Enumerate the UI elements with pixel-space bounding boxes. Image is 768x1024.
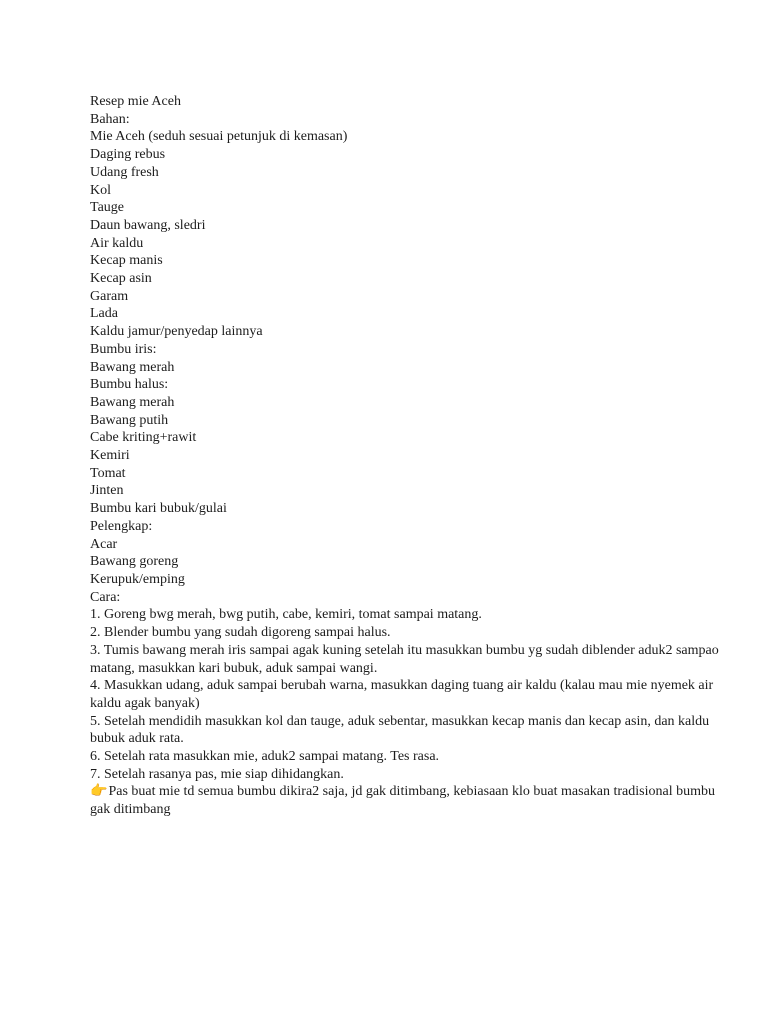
- pointing-hand-icon: 👉: [90, 783, 108, 800]
- list-item: Kecap manis: [90, 253, 163, 269]
- list-item: Kecap asin: [90, 271, 152, 287]
- step-item: 6. Setelah rata masukkan mie, aduk2 sampai matang. Tes rasa.: [90, 749, 440, 765]
- note-text: Pas buat mie td semua bumbu dikira2 saja, jd gak ditimbang, kebiasaan klo buat masakan tradisional bumbu gak ditimbang: [90, 784, 719, 818]
- step-item: 4. Masukkan udang, aduk sampai berubah warna, masukkan daging tuang air kaldu (kalau mau mie nyemek air kaldu agak banyak): [90, 678, 717, 711]
- list-item: Mie Aceh (seduh sesuai petunjuk di kemasan): [90, 129, 348, 145]
- list-item: Bawang merah: [90, 359, 175, 375]
- step-item: 7. Setelah rasanya pas, mie siap dihidangkan.: [90, 766, 344, 782]
- list-item: Cabe kriting+rawit: [90, 430, 197, 446]
- complements-heading: Pelengkap:: [90, 518, 153, 534]
- ingredients-heading: Bahan:: [90, 111, 130, 127]
- recipe-title: Resep mie Aceh: [90, 94, 181, 109]
- list-item: Daun bawang, sledri: [90, 217, 206, 233]
- list-item: Bawang goreng: [90, 554, 179, 570]
- list-item: Acar: [90, 536, 118, 552]
- ground-spices-heading: Bumbu halus:: [90, 377, 169, 393]
- list-item: Tomat: [90, 465, 126, 481]
- list-item: Kol: [90, 182, 111, 198]
- list-item: Lada: [90, 306, 118, 322]
- list-item: Tauge: [90, 200, 125, 216]
- step-item: 1. Goreng bwg merah, bwg putih, cabe, kemiri, tomat sampai matang.: [90, 607, 482, 623]
- list-item: Kaldu jamur/penyedap lainnya: [90, 324, 263, 340]
- list-item: Air kaldu: [90, 235, 144, 251]
- list-item: Bawang merah: [90, 394, 175, 410]
- step-item: 2. Blender bumbu yang sudah digoreng sampai halus.: [90, 625, 391, 641]
- list-item: Garam: [90, 288, 129, 304]
- list-item: Kerupuk/emping: [90, 571, 185, 587]
- step-item: 3. Tumis bawang merah iris sampai agak kuning setelah itu masukkan bumbu yg sudah diblender aduk2 sampao matang, masukkan kari bubuk, aduk sampai wangi.: [90, 642, 723, 676]
- sliced-spices-heading: Bumbu iris:: [90, 341, 157, 357]
- list-item: Bumbu kari bubuk/gulai: [90, 501, 227, 517]
- list-item: Kemiri: [90, 448, 130, 464]
- list-item: Udang fresh: [90, 164, 159, 180]
- list-item: Bawang putih: [90, 412, 169, 428]
- note: [90, 783, 720, 818]
- step-item: 5. Setelah mendidih masukkan kol dan tauge, aduk sebentar, masukkan kecap manis dan kecap asin, dan kaldu bubuk aduk rata.: [90, 713, 713, 747]
- list-item: Jinten: [90, 483, 124, 499]
- method-heading: Cara:: [90, 589, 121, 605]
- list-item: Daging rebus: [90, 147, 166, 163]
- recipe-document: [90, 93, 723, 819]
